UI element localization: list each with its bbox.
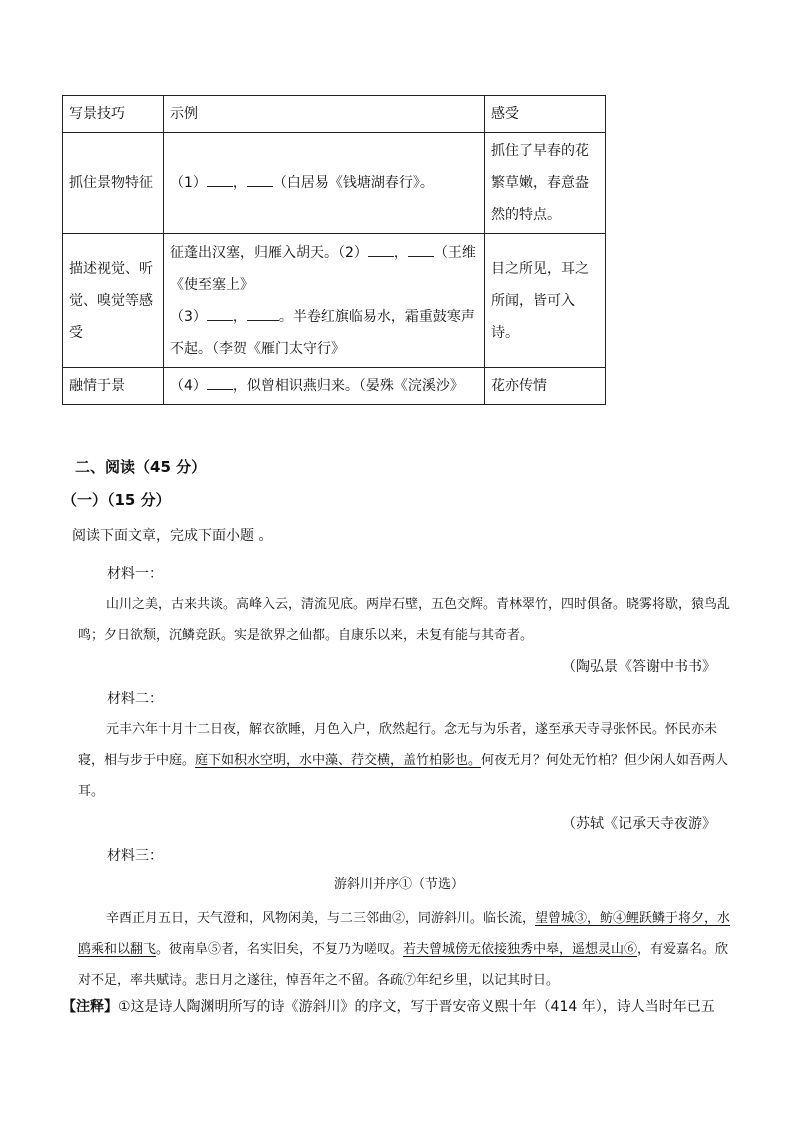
table-cell-example bbox=[164, 234, 485, 368]
section-title: 二、阅读（45 分） bbox=[75, 458, 207, 476]
material-text-part: 何夜无月？何处无竹柏？但少闲人如吾两人耳。 bbox=[78, 753, 729, 799]
example-text: ， bbox=[232, 175, 247, 191]
table-row bbox=[63, 133, 606, 234]
example-text: 。半卷红旗临易水，霜重鼓寒声不起。（李贺《雁门太守行》 bbox=[170, 308, 475, 357]
material-text bbox=[78, 903, 734, 996]
example-text: （白居易《钱塘湖春行》。 bbox=[272, 175, 434, 191]
underlined-sentence: 望曾城③，鲂④鲤跃鳞于将夕，水鸥乘和以翻飞 bbox=[78, 911, 731, 957]
fill-blank[interactable] bbox=[408, 242, 434, 257]
fill-blank[interactable] bbox=[207, 375, 233, 390]
table-header-row bbox=[63, 96, 606, 133]
table-cell-example bbox=[164, 368, 485, 405]
material-label: 材料一： bbox=[107, 566, 163, 582]
example-text: 征蓬出汉塞，归雁入胡天。（2） bbox=[170, 244, 368, 261]
table-cell-skill: 抓住景物特征 bbox=[63, 133, 164, 234]
example-text: ， bbox=[393, 244, 408, 261]
material-text-part: 辛酉正月五日，天气澄和，风物闲美，与二三邻曲②，同游斜川。临长流， bbox=[106, 911, 536, 926]
example-text: ， bbox=[232, 308, 247, 325]
table-cell-skill: 描述视觉、听觉、嗅觉等感受 bbox=[63, 234, 164, 368]
example-text: ，似曾相识燕归来。（晏殊《浣溪沙》 bbox=[232, 378, 464, 394]
annotation-text: ①这是诗人陶渊明所写的诗《游斜川》的序文，写于晋安帝义熙十年（414 年），诗人当时年已五 bbox=[118, 999, 715, 1015]
annotation-label: 【注释】 bbox=[62, 999, 118, 1015]
table-row bbox=[63, 234, 606, 368]
writing-techniques-table bbox=[62, 95, 606, 405]
example-text: （王维《使至塞上》 bbox=[170, 244, 476, 293]
table-header-cell: 写景技巧 bbox=[63, 96, 164, 133]
material-text-part: 。彼南阜⑤者，名实旧矣，不复乃为嗟叹。 bbox=[156, 942, 404, 957]
table-cell-feeling: 花亦传情 bbox=[485, 368, 606, 405]
table-cell-feeling: 目之所见，耳之所闻，皆可入诗。 bbox=[485, 234, 606, 368]
material-source: （陶弘景《答谢中书书》 bbox=[562, 659, 716, 675]
underlined-sentence: 若夫曾城傍无依接独秀中皋，遥想灵山⑥ bbox=[403, 942, 638, 957]
annotation bbox=[62, 996, 736, 1016]
example-text: （1） bbox=[170, 175, 207, 191]
table-header-cell: 感受 bbox=[485, 96, 606, 133]
material-label: 材料三： bbox=[107, 848, 163, 864]
fill-blank[interactable] bbox=[247, 172, 273, 187]
material-label: 材料二： bbox=[107, 691, 163, 707]
instruction-text: 阅读下面文章，完成下面小题 。 bbox=[72, 528, 273, 544]
material-source: （苏轼《记承天寺夜游》 bbox=[562, 816, 716, 832]
underlined-sentence: 庭下如积水空明，水中藻、荇交横，盖竹柏影也。 bbox=[195, 753, 482, 768]
table-cell-example bbox=[164, 133, 485, 234]
example-text: （3） bbox=[170, 308, 207, 325]
table-row bbox=[63, 368, 606, 405]
fill-blank[interactable] bbox=[368, 242, 394, 257]
example-text: （4） bbox=[170, 378, 207, 394]
material-text: 山川之美，古来共谈。高峰入云，清流见底。两岸石壁，五色交辉。青林翠竹，四时俱备。晓雾将歇，猿鸟乱鸣；夕日欲颓，沉鳞竞跃。实是欲界之仙都。自康乐以来，未复有能与其奇者。 bbox=[78, 597, 731, 643]
material-text-part: 元丰六年十月十二日夜，解衣欲睡，月色入户，欣然起行。念无与为乐者，遂至承天寺寻张怀民。怀民亦未寝，相与步于中庭。 bbox=[78, 722, 718, 768]
material-text bbox=[78, 714, 734, 807]
table-cell-skill: 融情于景 bbox=[63, 368, 164, 405]
poem-preface-title: 游斜川并序①（节选） bbox=[333, 877, 464, 892]
table-header-cell: 示例 bbox=[164, 96, 485, 133]
fill-blank[interactable] bbox=[207, 306, 233, 321]
fill-blank[interactable] bbox=[247, 306, 279, 321]
material-text-part: ，有爱嘉名。欣对不足，率共赋诗。悲日月之遂往，悼吾年之不留。各疏⑦年纪乡里，以记其时日。 bbox=[78, 942, 729, 988]
fill-blank[interactable] bbox=[207, 172, 233, 187]
subsection-title: （一）（15 分） bbox=[62, 491, 171, 509]
table-cell-feeling: 抓住了早春的花繁草嫩，春意盎然的特点。 bbox=[485, 133, 606, 234]
